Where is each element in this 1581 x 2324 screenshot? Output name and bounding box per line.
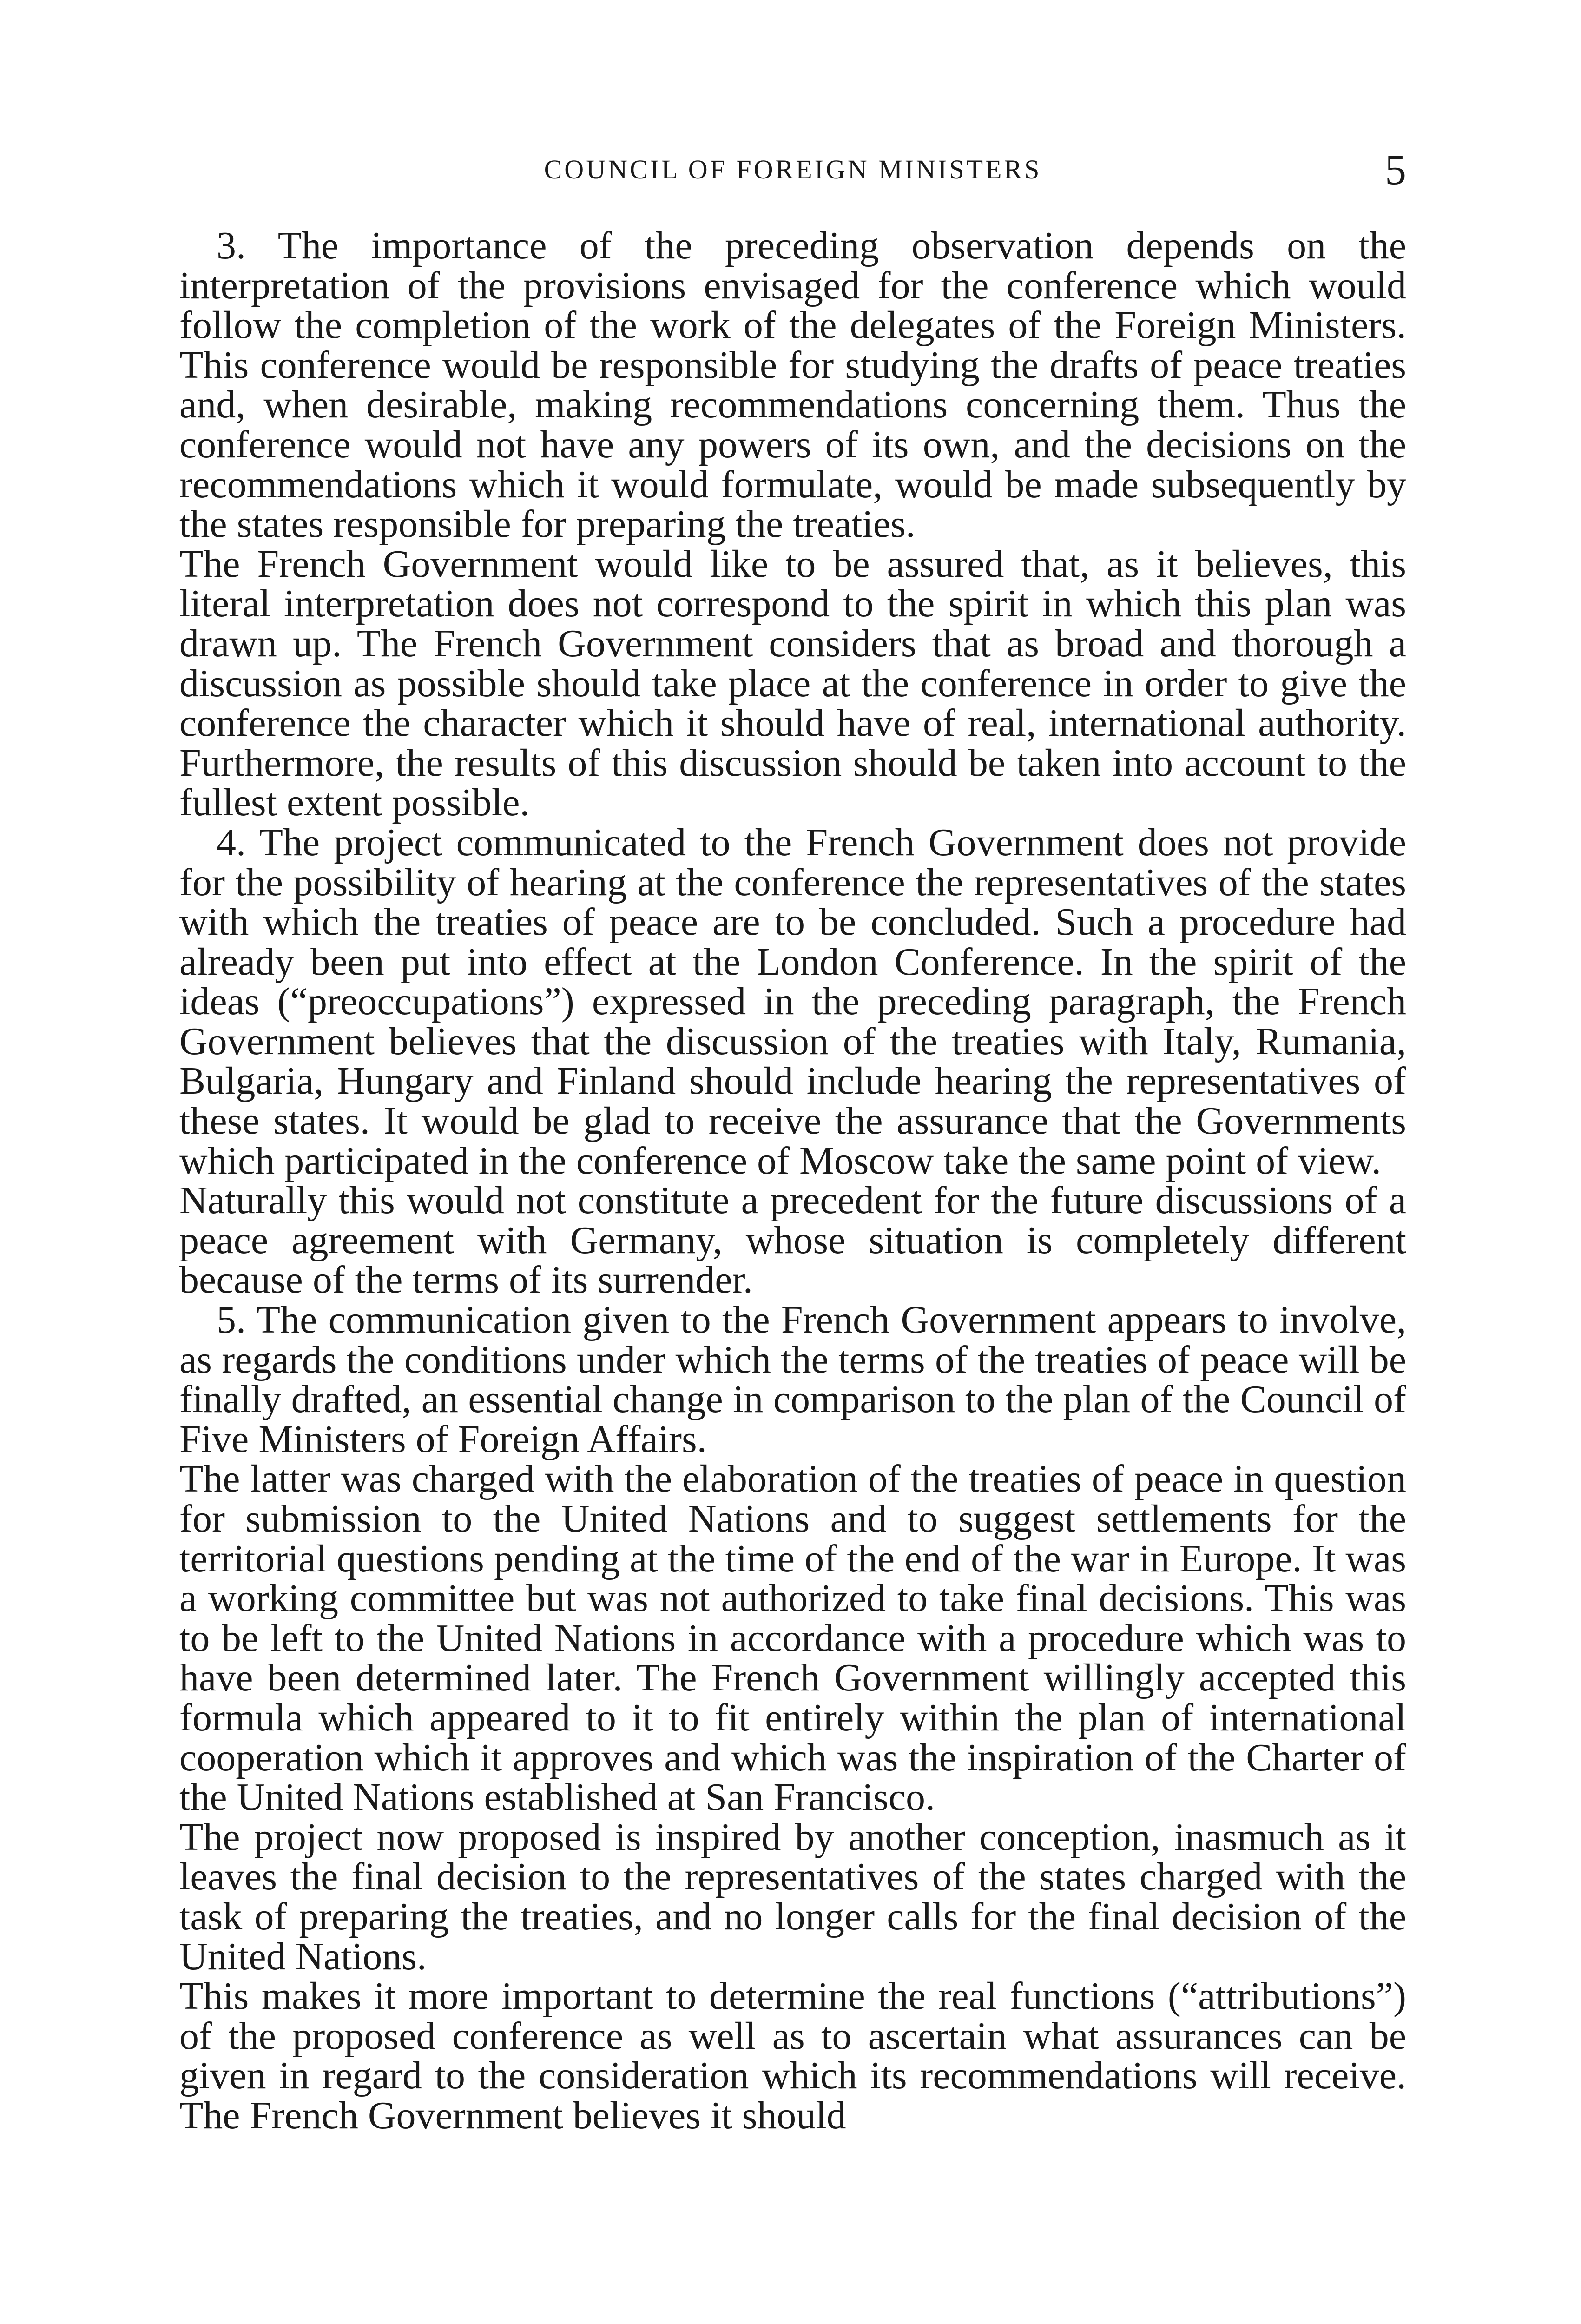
paragraph-4: 4. The project communicated to the French Government does not provide for the possibility of hearing at the conference the representatives of the states with which the treaties of peace are to be concluded. Such a procedure had already been put into effect at the London Conference. In the spirit of the ideas (“preoccupations”) expressed in the preceding paragraph, the French Government believes that the discussion of the treaties with Italy, Rumania, Bulgaria, Hungary and Finland should include hearing the representatives of these states. It would be glad to receive the assurance that the Governments which participated in the conference of Moscow take the same point of view. <box>179 820 1406 1182</box>
page-number: 5 <box>1385 146 1406 193</box>
paragraph-5: 5. The communication given to the French Government appears to involve, as regards the conditions under which the terms of the treaties of peace will be finally drafted, an essential change in comparison to the plan of the Council of Five Ministers of Foreign Affairs. <box>179 1298 1406 1461</box>
running-title: COUNCIL OF FOREIGN MINISTERS <box>544 154 1042 185</box>
paragraph-4-continued: Naturally this would not constitute a precedent for the future discussions of a peace agreement with Germany, whose situation is completely different because of the terms of its surrender. <box>179 1179 1406 1302</box>
paragraph-5-functions: This makes it more important to determine the real functions (“attributions”) of the proposed conference as well as to ascertain what assurances can be given in regard to the consideration which its recommendations will receive. The French Government believes it should <box>179 1974 1406 2137</box>
paragraph-5-new-conception: The project now proposed is inspired by another conception, inasmuch as it leaves the final decision to the representatives of the states charged with the task of preparing the treaties, and no longer calls for the final decision of the United Nations. <box>179 1815 1406 1978</box>
body-text <box>179 226 1406 2136</box>
running-head <box>179 144 1406 195</box>
paragraph-3: 3. The importance of the preceding observation depends on the interpretation of the provisions envisaged for the conference which would follow the completion of the work of the delegates of the Foreign Ministers. This conference would be responsible for studying the drafts of peace treaties and, when desirable, making recommendations concerning them. Thus the conference would not have any powers of its own, and the decisions on the recommendations which it would formulate, would be made subsequently by the states responsible for preparing the treaties. <box>179 224 1406 546</box>
paragraph-3-continued: The French Government would like to be assured that, as it believes, this literal interpretation does not correspond to the spirit in which this plan was drawn up. The French Government considers that as broad and thorough a discussion as possible should take place at the conference in order to give the conference the character which it should have of real, international authority. Furthermore, the results of this discussion should be taken into account to the fullest extent possible. <box>179 542 1406 825</box>
paragraph-5-council-role: The latter was charged with the elaboration of the treaties of peace in question for submission to the United Nations and to suggest settlements for the territorial questions pending at the time of the end of the war in Europe. It was a working committee but was not authorized to take final decisions. This was to be left to the United Nations in accordance with a procedure which was to have been determined later. The French Government willingly accepted this formula which appeared to it to fit entirely within the plan of international cooperation which it approves and which was the inspiration of the Charter of the United Nations established at San Francisco. <box>179 1457 1406 1819</box>
